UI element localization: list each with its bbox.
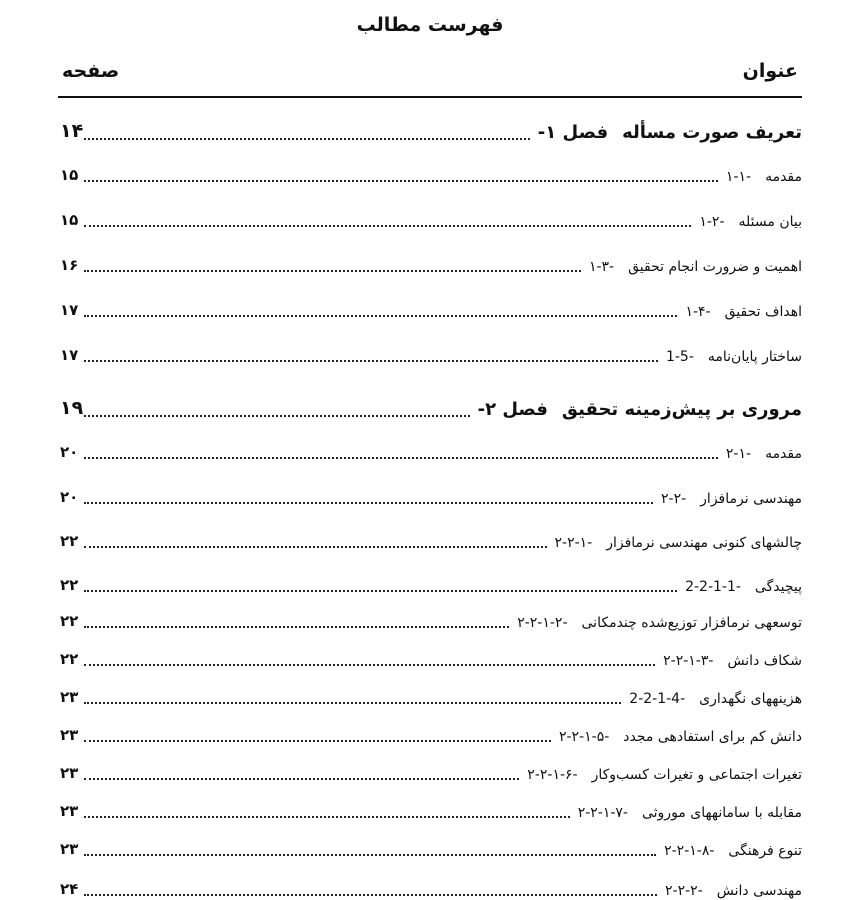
- toc-page-number: ۲۴: [60, 880, 79, 898]
- toc-page-number: ۱۵: [60, 166, 79, 184]
- toc-row[interactable]: [60, 480, 802, 508]
- toc-row[interactable]: [60, 248, 802, 276]
- toc-entry-text: اهداف تحقیق: [724, 304, 802, 320]
- toc-entry-number: ۲-۲-۱-۲-: [517, 615, 568, 631]
- toc-entry-number: فصل ۱-: [537, 122, 609, 143]
- toc-page-number: ۱۵: [60, 211, 79, 229]
- toc-entry-label: [555, 535, 803, 551]
- toc-entry-text: تغیرات اجتماعی و تغیرات کسب‌وکار: [591, 767, 802, 783]
- toc-entry-text: مقدمه: [765, 169, 802, 185]
- toc-page-number: ۲۳: [60, 802, 79, 820]
- toc-entry-label: [629, 691, 802, 707]
- dot-leader: [84, 590, 677, 592]
- toc-entry-label: [666, 349, 802, 365]
- toc-entry-text: چالشهای کنونی مهندسی نرمافزار: [606, 535, 802, 551]
- toc-page-number: ۲۰: [60, 443, 79, 461]
- toc-row[interactable]: [60, 756, 802, 784]
- dot-leader: [84, 138, 530, 140]
- toc-entry-number: ۱-۳-: [588, 259, 615, 275]
- toc-entry-number: ۲-۲-: [661, 491, 687, 507]
- toc-row[interactable]: [60, 642, 802, 670]
- toc-entry-text: مهندسی نرمافزار: [700, 491, 802, 507]
- toc-entry-number: ۲-۱-: [725, 446, 752, 462]
- toc-row[interactable]: [60, 604, 802, 632]
- toc-entry-number: ۱-۱-: [725, 169, 752, 185]
- toc-page-number: ۲۲: [60, 532, 79, 550]
- toc-page-number: ۲۲: [60, 612, 79, 630]
- toc-entry-text: شکاف دانش: [727, 653, 802, 669]
- toc-entry-number: ۲-۲-۱-۸-: [664, 843, 715, 859]
- toc-entry-text: مهندسی دانش: [716, 883, 802, 899]
- toc-entry-text: تعریف صورت مسأله: [622, 122, 802, 143]
- toc-entry-label: [664, 843, 802, 859]
- toc-row[interactable]: [60, 524, 802, 552]
- dot-leader: [84, 180, 718, 182]
- toc-entry-number: 1-5-: [665, 349, 694, 365]
- toc-entry-label: [663, 653, 802, 669]
- toc-entry-text: مقابله با سامانههای موروثی: [641, 805, 802, 821]
- toc-entry-number: فصل ۲-: [477, 399, 548, 420]
- dot-leader: [84, 740, 551, 742]
- dot-leader: [84, 502, 653, 504]
- toc-entry-number: ۱-۴-: [685, 304, 711, 320]
- dot-leader: [84, 315, 677, 317]
- toc-entry-text: تنوع فرهنگی: [728, 843, 802, 859]
- dot-leader: [84, 664, 655, 666]
- toc-row[interactable]: [60, 832, 802, 860]
- toc-entry-text: مروری بر پیش‌زمینه تحقیق: [561, 399, 802, 420]
- toc-page-number: ۲۰: [60, 488, 79, 506]
- toc-page-number: ۱۷: [60, 346, 79, 364]
- toc-row[interactable]: [60, 872, 802, 900]
- toc-entry-text: ساختار پایان‌نامه: [707, 349, 802, 365]
- toc-entry-label: [538, 122, 802, 143]
- toc-entry-text: هزینههای نگهداری: [699, 691, 802, 707]
- toc-entry-number: ۱-۲-: [699, 214, 725, 230]
- dot-leader: [84, 415, 470, 417]
- dot-leader: [84, 457, 718, 459]
- toc-entry-label: [685, 579, 802, 595]
- dot-leader: [84, 270, 581, 272]
- toc-entry-number: ۲-۲-۲-: [665, 883, 703, 899]
- toc-entry-number: ۲-۲-۱-۷-: [577, 805, 628, 821]
- dot-leader: [84, 546, 547, 548]
- toc-chapter-row[interactable]: [60, 393, 802, 421]
- toc-entry-number: 2-2-1-1-: [685, 579, 741, 595]
- toc-row[interactable]: [60, 794, 802, 822]
- toc-row[interactable]: [60, 435, 802, 463]
- toc-page-number: ۲۳: [60, 840, 79, 858]
- toc-page-number: ۲۲: [60, 650, 79, 668]
- toc-entry-number: ۲-۲-۱-۳-: [663, 653, 714, 669]
- dot-leader: [84, 816, 570, 818]
- dot-leader: [84, 225, 691, 227]
- toc-entry-label: [527, 767, 802, 783]
- toc-row[interactable]: [60, 568, 802, 596]
- toc-entry-text: بیان مسئله: [738, 214, 802, 230]
- toc-entry-text: پیچیدگی: [754, 579, 802, 595]
- toc-entry-number: ۲-۲-۱-۵-: [558, 729, 610, 745]
- toc-entry-number: ۲-۲-۱-۶-: [527, 767, 578, 783]
- dot-leader: [84, 626, 509, 628]
- toc-page-number: ۲۳: [60, 764, 79, 782]
- toc-title: فهرست مطالب: [356, 14, 504, 36]
- toc-entry-label: [685, 304, 802, 320]
- toc-entry-text: توسعهی نرمافزار توزیع‌شده چندمکانی: [581, 615, 802, 631]
- toc-entry-text: دانش کم برای استفادهی مجدد: [623, 729, 802, 745]
- dot-leader: [84, 702, 621, 704]
- toc-entry-label: [699, 214, 802, 230]
- toc-row[interactable]: [60, 680, 802, 708]
- toc-page-number: ۲۳: [60, 688, 79, 706]
- toc-row[interactable]: [60, 338, 802, 366]
- toc-row[interactable]: [60, 203, 802, 231]
- toc-row[interactable]: [60, 293, 802, 321]
- toc-entry-label: [726, 169, 802, 185]
- toc-entry-label: [559, 729, 802, 745]
- dot-leader: [84, 854, 656, 856]
- toc-entry-number: ۲-۲-۱-: [554, 535, 593, 551]
- toc-page-number: ۲۲: [60, 576, 79, 594]
- toc-entry-label: [478, 399, 802, 420]
- toc-entry-label: [578, 805, 802, 821]
- title-column-header: عنوان: [742, 60, 798, 82]
- toc-entry-number: 2-2-1-4-: [629, 691, 686, 707]
- toc-page-number: ۱۶: [60, 256, 79, 274]
- toc-entry-label: [726, 446, 802, 462]
- toc-entry-text: اهمیت و ضرورت انجام تحقیق: [628, 259, 802, 275]
- page-column-header: صفحه: [62, 60, 120, 82]
- toc-entry-label: [517, 615, 802, 631]
- toc-row[interactable]: [60, 718, 802, 746]
- toc-page-number: ۱۹: [60, 397, 84, 419]
- dot-leader: [84, 360, 658, 362]
- toc-row[interactable]: [60, 158, 802, 186]
- toc-page-number: ۱۴: [60, 120, 84, 142]
- toc-chapter-row[interactable]: [60, 116, 802, 144]
- toc-entry-text: مقدمه: [765, 446, 802, 462]
- toc-page-number: ۲۳: [60, 726, 79, 744]
- dot-leader: [84, 778, 519, 780]
- dot-leader: [84, 894, 657, 896]
- toc-page-number: ۱۷: [60, 301, 79, 319]
- toc-entry-label: [589, 259, 802, 275]
- toc-entry-label: [661, 491, 802, 507]
